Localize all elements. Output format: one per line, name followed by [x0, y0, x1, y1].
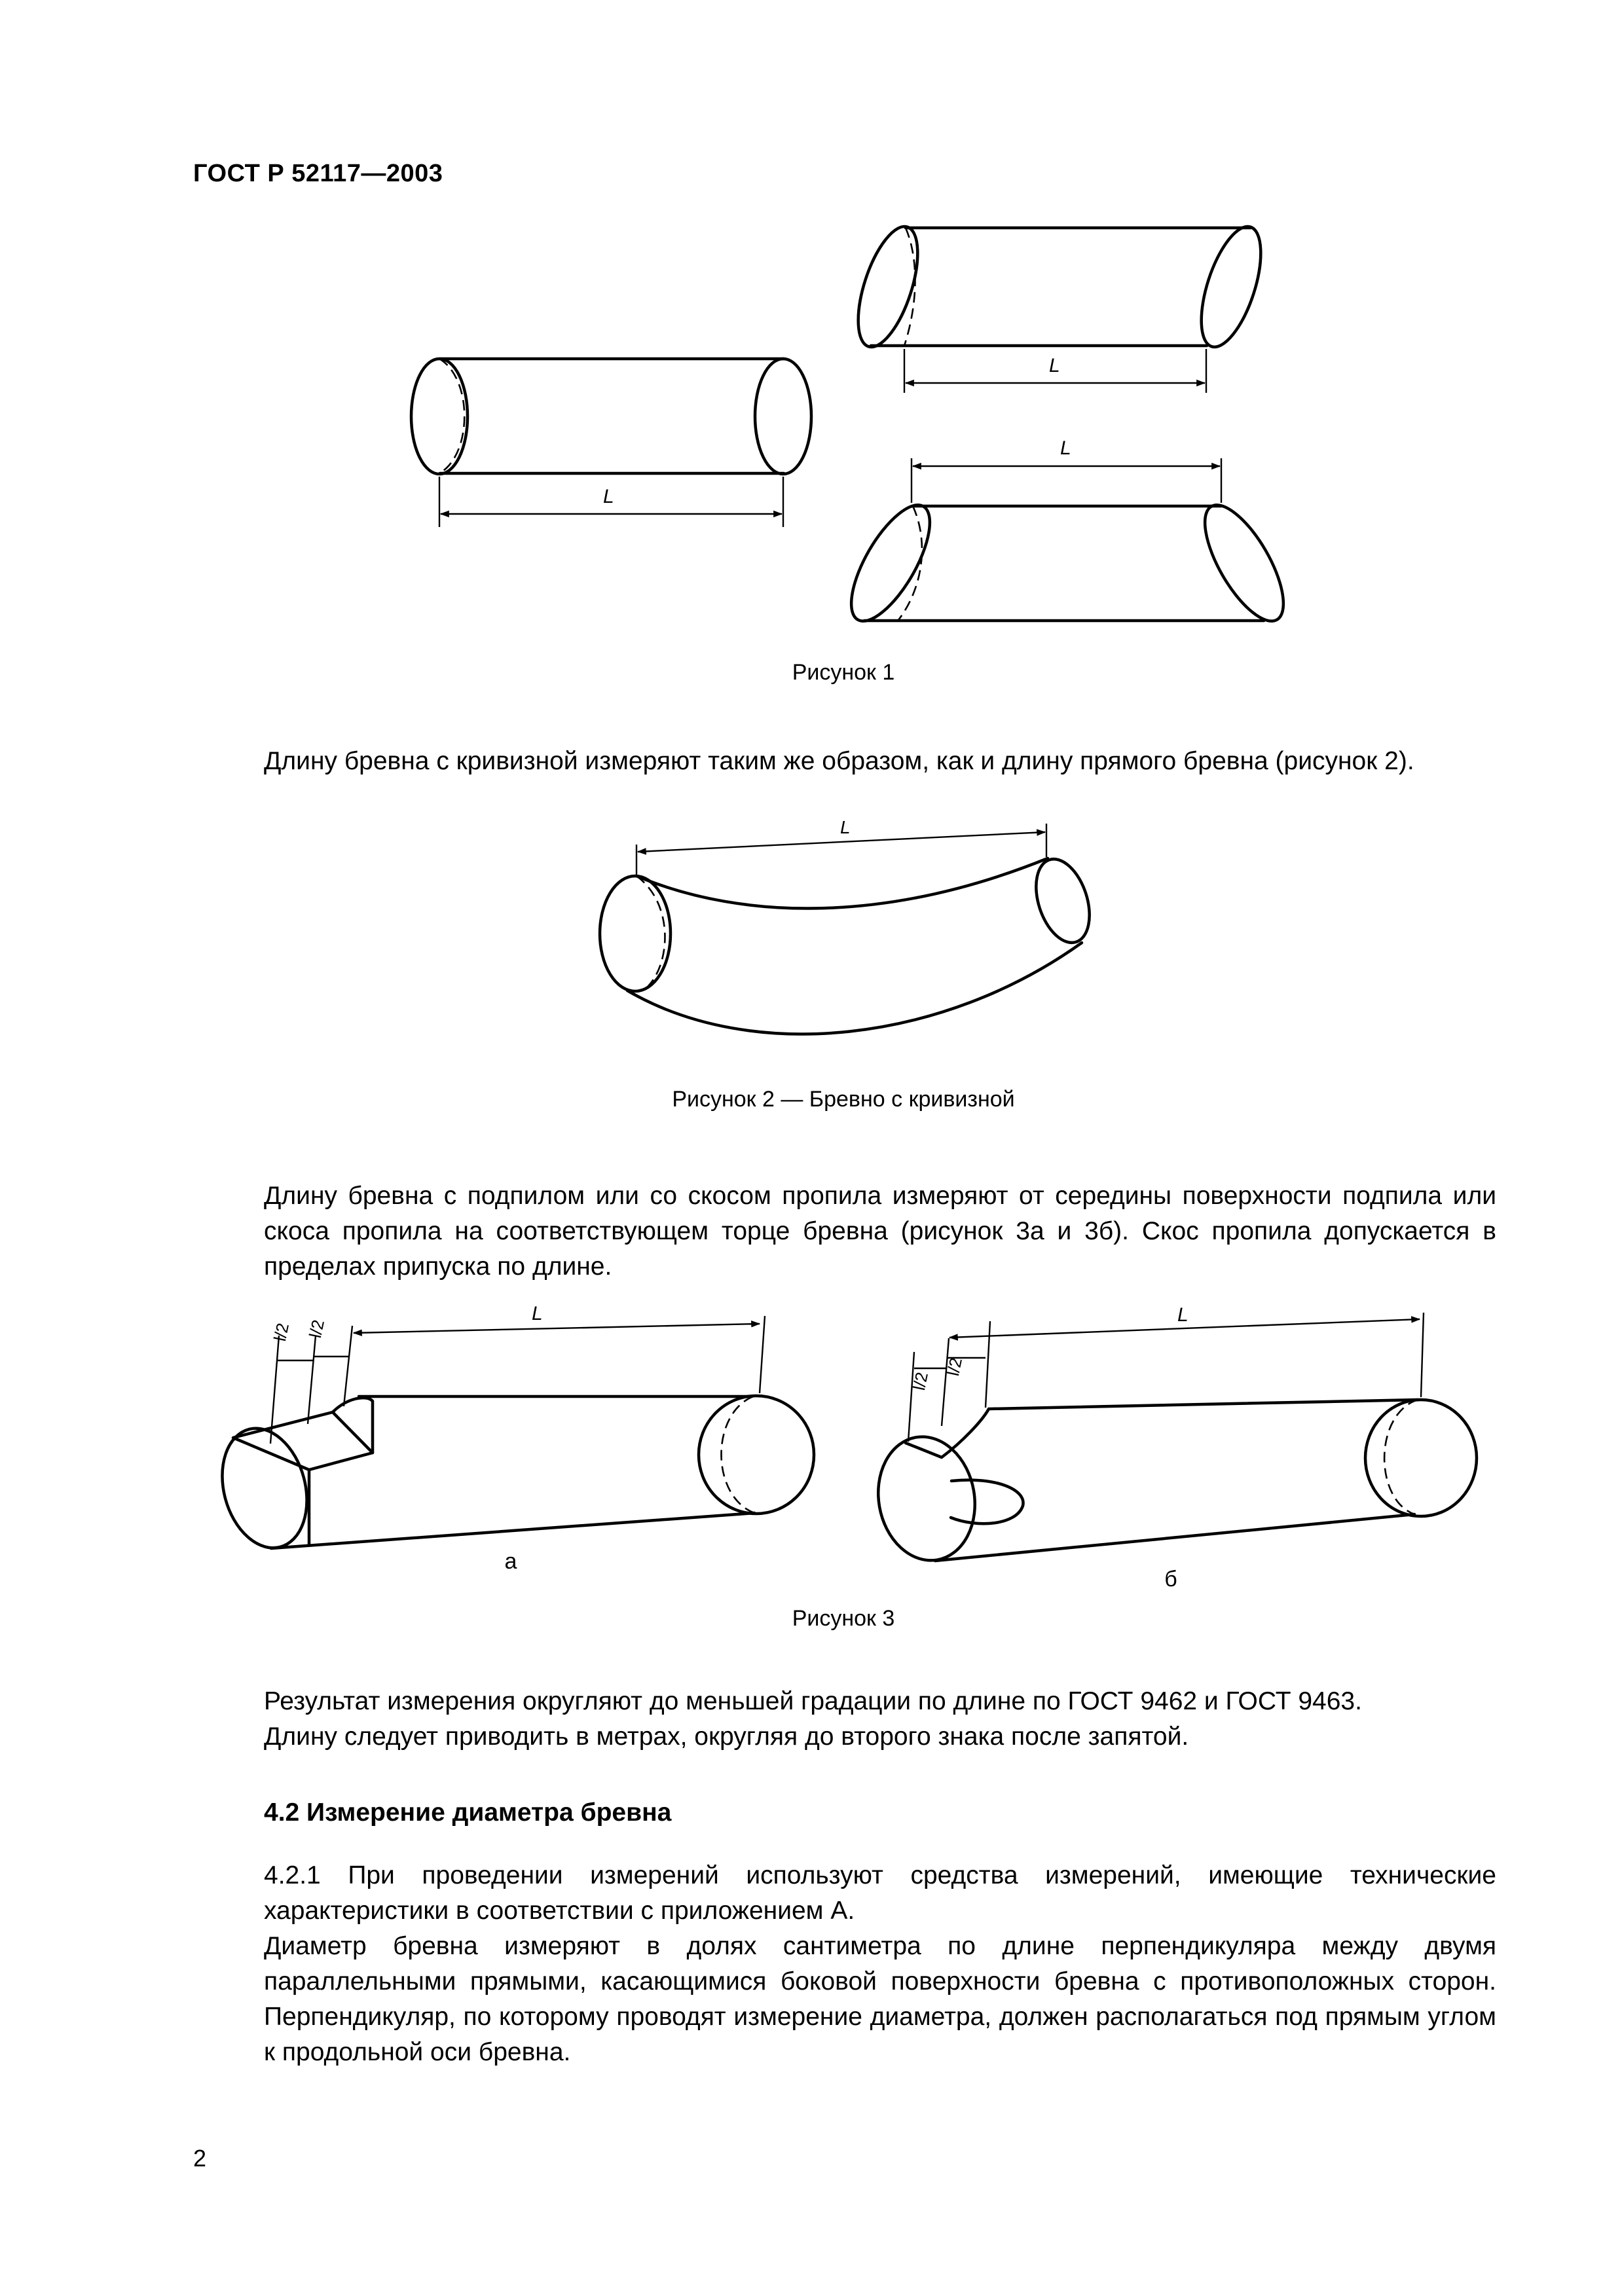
paragraph-curved-log-text: Длину бревна с кривизной измеряют таким же образом, как и длину прямого бревна (рисунок 2).	[264, 747, 1414, 775]
paragraph-undercut	[193, 1178, 1496, 1285]
fig1-caption: Рисунок 1	[792, 660, 895, 685]
fig1-length-label-lower: L	[1060, 437, 1071, 459]
fig3-caption: Рисунок 3	[792, 1606, 895, 1631]
paragraph-rounding	[193, 1684, 1496, 1755]
fig3b-half-label-2: l/2	[943, 1356, 967, 1378]
fig3a-half-label-1: l/2	[270, 1321, 293, 1343]
fig3a-undercut-log	[210, 1316, 814, 1558]
fig3a-half-label-2: l/2	[305, 1318, 329, 1340]
paragraph-4-2-1: 4.2.1 При проведении измерений используют средства измерений, имеющие технические характеристики в соответствии с приложением А.	[264, 1861, 1496, 1925]
paragraph-curved-log	[193, 744, 1496, 779]
fig1-length-label-left: L	[603, 486, 614, 507]
fig2-caption: Рисунок 2 — Бревно с кривизной	[672, 1087, 1015, 1112]
paragraph-diameter-method: Диаметр бревна измеряют в долях сантиметра по длине перпендикуляра между двумя параллельными прямыми, касающимися боковой поверхности бревна с противоположных сторон. Перпендикуляр, по которому проводят измерение диаметра, должен располагаться под прямым углом к продольной оси бревна.	[264, 1932, 1496, 2066]
fig3-sub-a: а	[504, 1549, 517, 1574]
fig1-slanted-log-lower	[836, 458, 1299, 632]
section-heading-4-2: 4.2 Измерение диаметра бревна	[264, 1798, 672, 1827]
document-header: ГОСТ Р 52117—2003	[193, 160, 443, 187]
fig3a-length-label: L	[532, 1303, 543, 1324]
fig1-length-label-upper: L	[1049, 355, 1060, 376]
fig2-curved-log	[600, 824, 1099, 1034]
fig3b-half-label-1: l/2	[909, 1370, 932, 1393]
fig3b-saw-slant-log	[869, 1313, 1477, 1568]
paragraph-rounding-line2: Длину следует приводить в метрах, округляя до второго знака после запятой.	[264, 1722, 1189, 1751]
page-number: 2	[193, 2145, 207, 2172]
paragraph-diameter	[193, 1858, 1496, 2070]
fig3b-length-label: L	[1177, 1304, 1189, 1326]
fig2-length-label: L	[840, 817, 851, 837]
paragraph-undercut-text: Длину бревна с подпилом или со скосом пропила измеряют от середины поверхности подпила или скоса пропила на соответствующем торце бревна (рисунок 3а и 3б). Скос пропила допускается в пределах припуска по длине.	[264, 1182, 1496, 1281]
fig3-sub-b: б	[1164, 1567, 1177, 1592]
paragraph-rounding-line1: Результат измерения округляют до меньшей градации по длине по ГОСТ 9462 и ГОСТ 9463.	[264, 1687, 1362, 1715]
